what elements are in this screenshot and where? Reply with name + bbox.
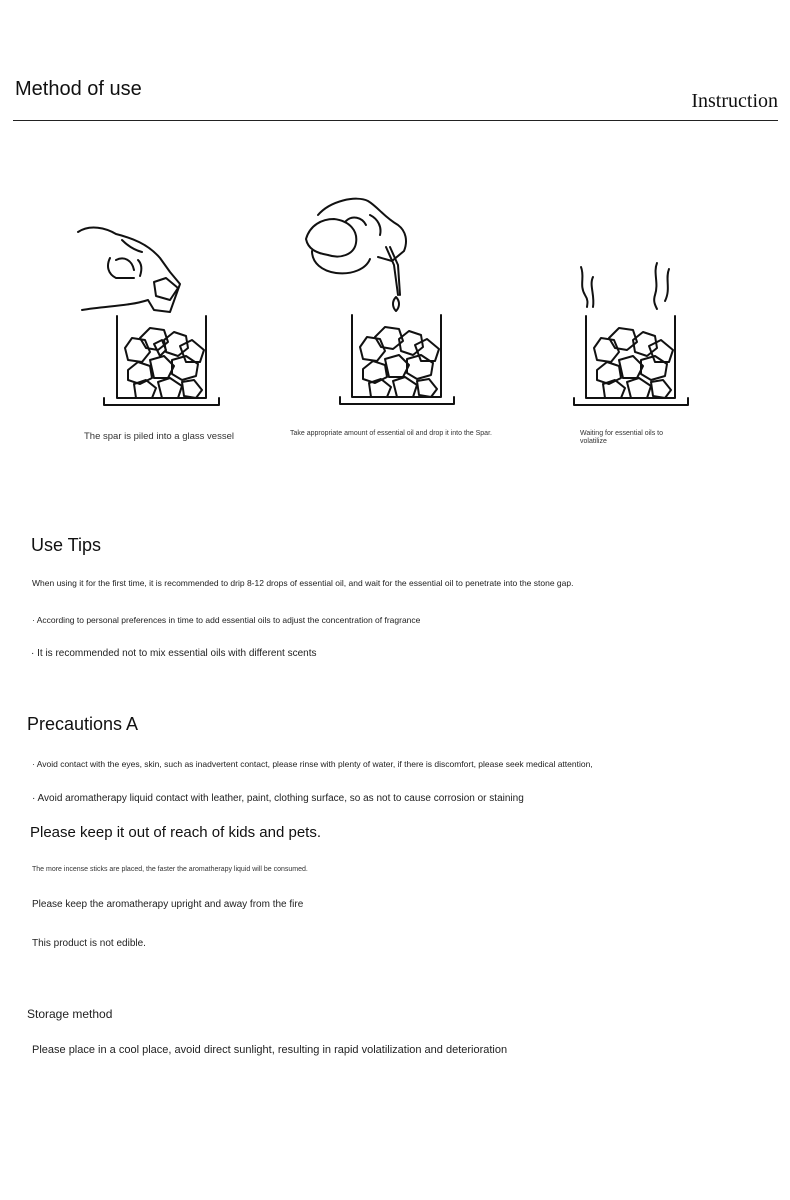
- step2-caption: Take appropriate amount of essential oil and drop it into the Spar.: [290, 430, 492, 437]
- instruction-label: Instruction: [691, 90, 778, 112]
- step2-illustration: [300, 195, 470, 410]
- page-title: Method of use: [15, 78, 142, 100]
- header-divider: [13, 120, 778, 121]
- kids-pets-warning: Please keep it out of reach of kids and pets.: [30, 824, 322, 841]
- step3-caption: Waiting for essential oils to volatilize: [580, 430, 663, 446]
- precaution-item: · Avoid aromatherapy liquid contact with leather, paint, clothing surface, so as not to cause corrosion or staining: [32, 793, 524, 804]
- precaution-item: · Avoid contact with the eyes, skin, such as inadvertent contact, please rinse with plenty of water, if there is discomfort, please seek medical attention,: [32, 759, 593, 769]
- storage-heading: Storage method: [27, 1007, 113, 1021]
- use-tip-item: · According to personal preferences in time to add essential oils to adjust the concentration of fragrance: [32, 615, 421, 625]
- use-tips-heading: Use Tips: [31, 535, 102, 555]
- step1-illustration: [70, 220, 230, 410]
- precautions-heading: Precautions A: [27, 714, 139, 734]
- use-tip-item: When using it for the first time, it is recommended to drip 8-12 drops of essential oil, and wait for the essential oil to penetrate into the stone gap.: [32, 578, 574, 588]
- use-tip-item: · It is recommended not to mix essential oils with different scents: [31, 648, 317, 659]
- precaution-note: The more incense sticks are placed, the faster the aromatherapy liquid will be consumed.: [32, 866, 308, 873]
- storage-text: Please place in a cool place, avoid direct sunlight, resulting in rapid volatilization and deterioration: [32, 1044, 508, 1056]
- precaution-note: Please keep the aromatherapy upright and away from the fire: [32, 899, 304, 910]
- precaution-note: This product is not edible.: [32, 938, 146, 949]
- step1-caption: The spar is piled into a glass vessel: [84, 431, 234, 442]
- step3-illustration: [565, 255, 700, 410]
